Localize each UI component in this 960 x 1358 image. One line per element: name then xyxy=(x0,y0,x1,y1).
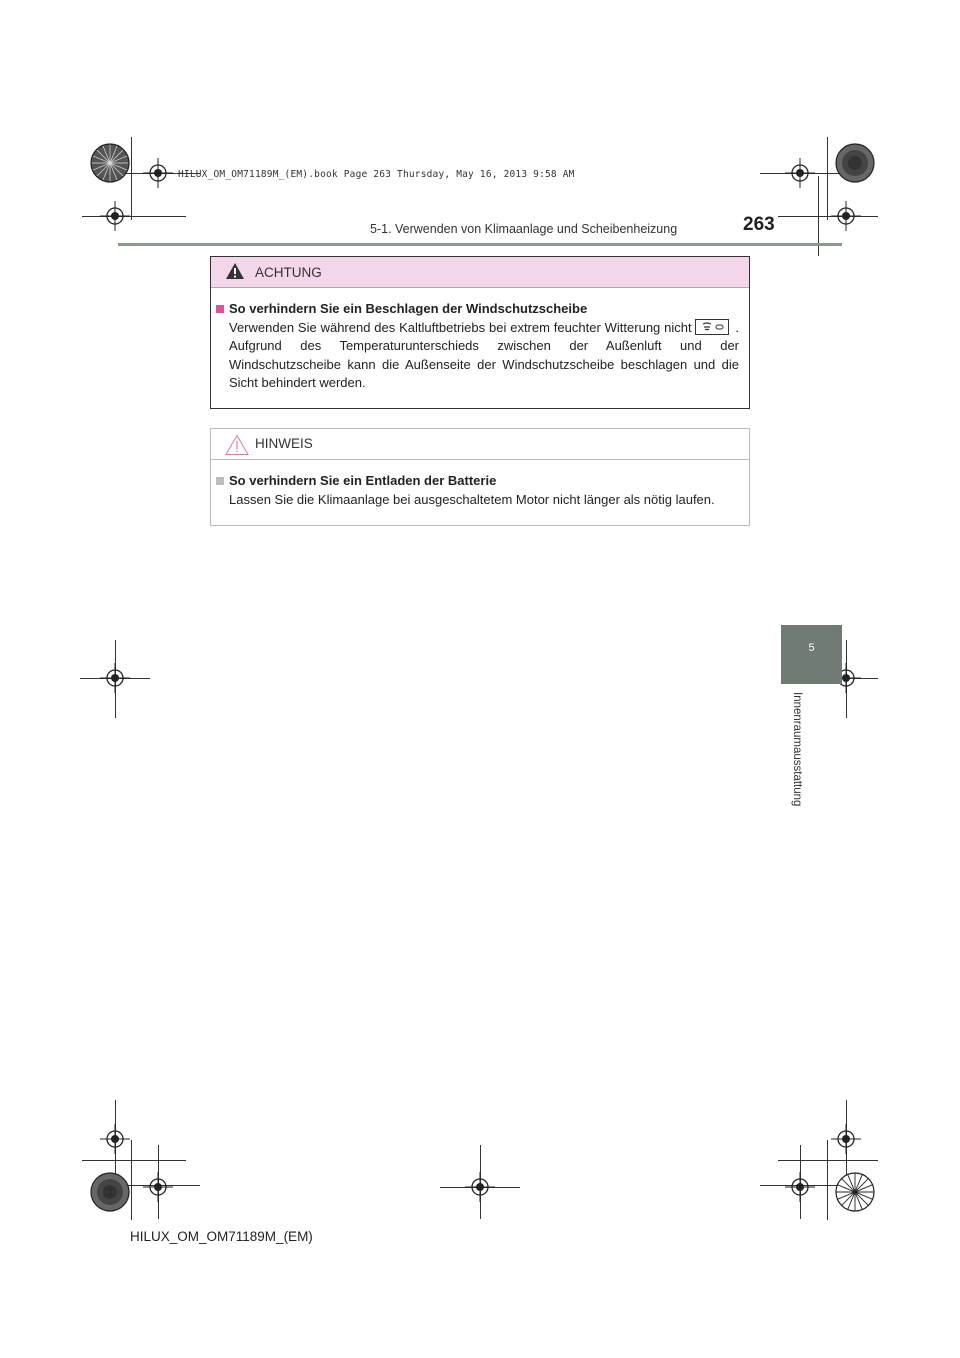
crop-line xyxy=(778,1160,878,1161)
crop-line xyxy=(82,1160,186,1161)
color-rosette-icon xyxy=(89,1171,131,1213)
achtung-paragraph xyxy=(229,319,739,393)
crop-line xyxy=(131,1140,132,1220)
achtung-heading-text: So verhindern Sie ein Beschlagen der Windschutzscheibe xyxy=(229,301,588,316)
achtung-heading xyxy=(216,300,739,319)
registration-target-icon xyxy=(831,1124,861,1154)
color-rosette-icon xyxy=(89,142,131,184)
achtung-title: ACHTUNG xyxy=(255,265,322,280)
registration-target-icon xyxy=(100,201,130,231)
windshield-defroster-button-icon xyxy=(695,319,729,335)
hinweis-body xyxy=(211,460,749,509)
achtung-text-after: . Aufgrund des Temperaturunterschieds zwischen der Außenluft und der Windschutzscheibe kann die Außenseite der Windschutzscheibe beschlagen und die Sicht behindert werden. xyxy=(229,319,739,390)
header-rule xyxy=(118,243,842,246)
crop-line xyxy=(827,1140,828,1220)
crop-line xyxy=(131,137,132,220)
crop-line xyxy=(827,137,828,220)
hinweis-heading-text: So verhindern Sie ein Entladen der Batterie xyxy=(229,473,497,488)
registration-target-icon xyxy=(143,158,173,188)
hinweis-box xyxy=(210,428,750,526)
registration-target-icon xyxy=(143,1172,173,1202)
achtung-body xyxy=(211,288,749,393)
chapter-label: Innenraumausstattung xyxy=(791,692,803,807)
warning-triangle-icon xyxy=(225,262,245,285)
bullet-square-icon xyxy=(216,305,224,313)
crop-line xyxy=(82,216,186,217)
hinweis-header xyxy=(211,429,749,460)
registration-target-icon xyxy=(831,201,861,231)
registration-target-icon xyxy=(465,1172,495,1202)
notice-triangle-icon xyxy=(225,434,249,461)
color-rosette-icon xyxy=(834,1171,876,1213)
chapter-tab: 5 xyxy=(781,625,842,684)
achtung-header xyxy=(211,257,749,288)
achtung-text-before: Verwenden Sie während des Kaltluftbetriebs bei extrem feuchter Witterung nicht xyxy=(229,319,692,335)
registration-target-icon xyxy=(100,1124,130,1154)
page-number: 263 xyxy=(743,214,775,235)
registration-target-icon xyxy=(100,663,130,693)
registration-target-icon xyxy=(785,158,815,188)
section-title: 5-1. Verwenden von Klimaanlage und Scheibenheizung xyxy=(370,222,678,236)
achtung-box xyxy=(210,256,750,409)
hinweis-title: HINWEIS xyxy=(255,436,313,451)
print-info: HILUX_OM_OM71189M_(EM).book Page 263 Thursday, May 16, 2013 9:58 AM xyxy=(178,169,575,180)
bullet-square-icon xyxy=(216,477,224,485)
color-rosette-icon xyxy=(834,142,876,184)
crop-line xyxy=(778,216,878,217)
footer-code: HILUX_OM_OM71189M_(EM) xyxy=(130,1229,313,1244)
registration-target-icon xyxy=(785,1172,815,1202)
hinweis-paragraph: Lassen Sie die Klimaanlage bei ausgeschaltetem Motor nicht länger als nötig laufen. xyxy=(229,491,715,507)
hinweis-heading xyxy=(216,472,739,491)
